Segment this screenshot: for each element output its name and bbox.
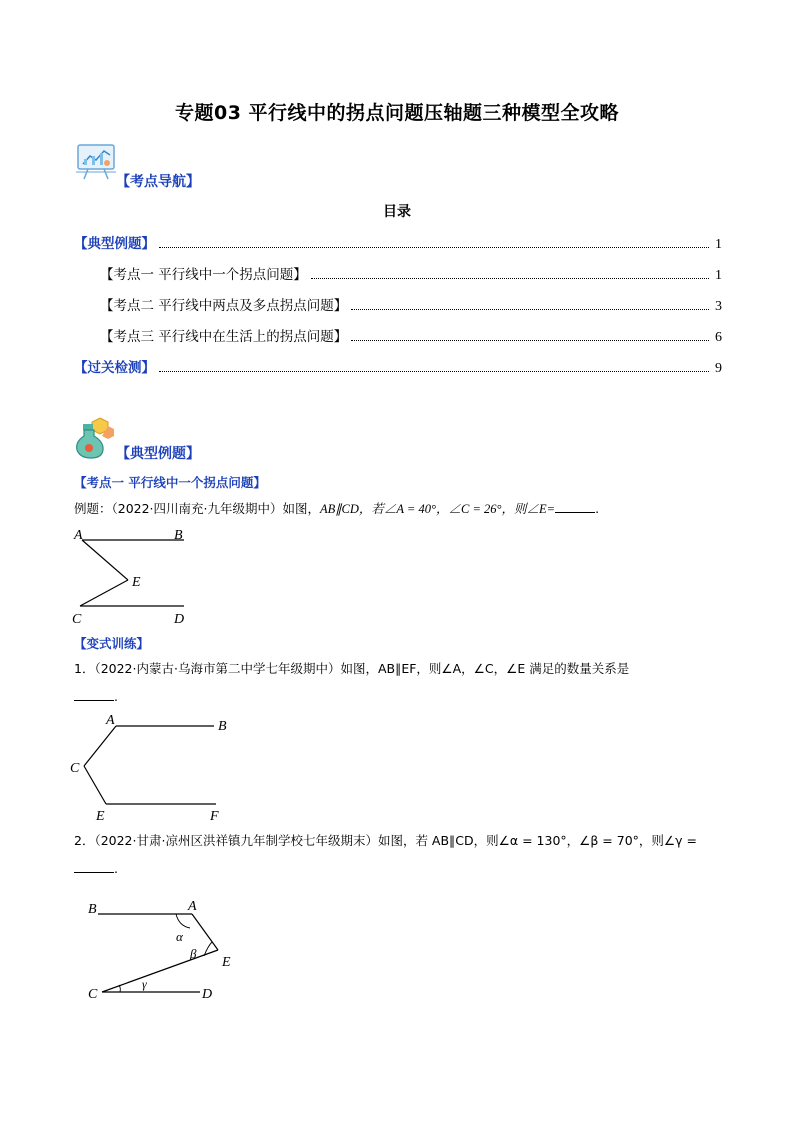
point-label: E	[222, 955, 231, 970]
point-label: A	[74, 528, 83, 543]
example-question: 例题：（2022·四川南充·九年级期中）如图，AB∥CD，若∠A = 40°，∠C = 26°，则∠E= .	[74, 501, 600, 516]
point-label: C	[72, 612, 82, 627]
question-2-answer: .	[74, 860, 118, 878]
point-label: D	[174, 612, 185, 627]
presentation-board-icon	[74, 142, 118, 186]
figure-3	[80, 892, 250, 1008]
answer-blank[interactable]	[74, 688, 114, 701]
nav-heading: 【考点导航】	[116, 174, 200, 190]
page-title: 专题03 平行线中的拐点问题压轴题三种模型全攻略	[174, 102, 620, 124]
toc-leader	[351, 309, 709, 310]
angle-label: β	[190, 946, 197, 961]
point-label: B	[174, 528, 183, 543]
toc-row[interactable]: 【考点一 平行线中一个拐点问题】 1	[100, 267, 722, 283]
point-label: B	[218, 719, 227, 734]
toc-row[interactable]: 【考点三 平行线中在生活上的拐点问题】 6	[100, 329, 722, 345]
toc-leader	[159, 247, 709, 248]
point-label: F	[210, 809, 219, 824]
question-1-answer: .	[74, 688, 118, 706]
point-label: D	[202, 987, 213, 1002]
question-2: 2．（2022·甘肃·凉州区洪祥镇九年制学校七年级期末）如图，若 AB∥CD，则∠α = 130°，∠β = 70°，则∠γ =	[74, 833, 697, 848]
figure-2	[64, 710, 244, 826]
section-heading: 【典型例题】	[116, 446, 200, 462]
topic-heading: 【考点一 平行线中一个拐点问题】	[74, 475, 266, 490]
answer-blank[interactable]	[74, 860, 114, 873]
point-label: A	[106, 713, 115, 728]
figure-1	[66, 524, 206, 628]
point-label: C	[70, 761, 80, 776]
toc-leader	[159, 371, 709, 372]
toc-leader	[311, 278, 709, 279]
point-label: B	[88, 902, 97, 917]
point-label: E	[132, 575, 141, 590]
variant-heading: 【变式训练】	[74, 636, 150, 651]
angle-label: γ	[142, 977, 147, 991]
toc-title: 目录	[383, 204, 411, 220]
toc-row[interactable]: 【典型例题】 1	[74, 236, 722, 252]
point-label: E	[96, 809, 105, 824]
toc-leader	[351, 340, 709, 341]
angle-label: α	[176, 929, 183, 944]
question-1: 1．（2022·内蒙古·乌海市第二中学七年级期中）如图，AB∥EF，则∠A，∠C，∠E 满足的数量关系是	[74, 661, 630, 676]
point-label: A	[188, 899, 197, 914]
flask-icon	[72, 414, 118, 464]
answer-blank[interactable]	[555, 500, 595, 513]
point-label: C	[88, 987, 98, 1002]
toc-row[interactable]: 【过关检测】 9	[74, 360, 722, 376]
toc-row[interactable]: 【考点二 平行线中两点及多点拐点问题】 3	[100, 298, 722, 314]
